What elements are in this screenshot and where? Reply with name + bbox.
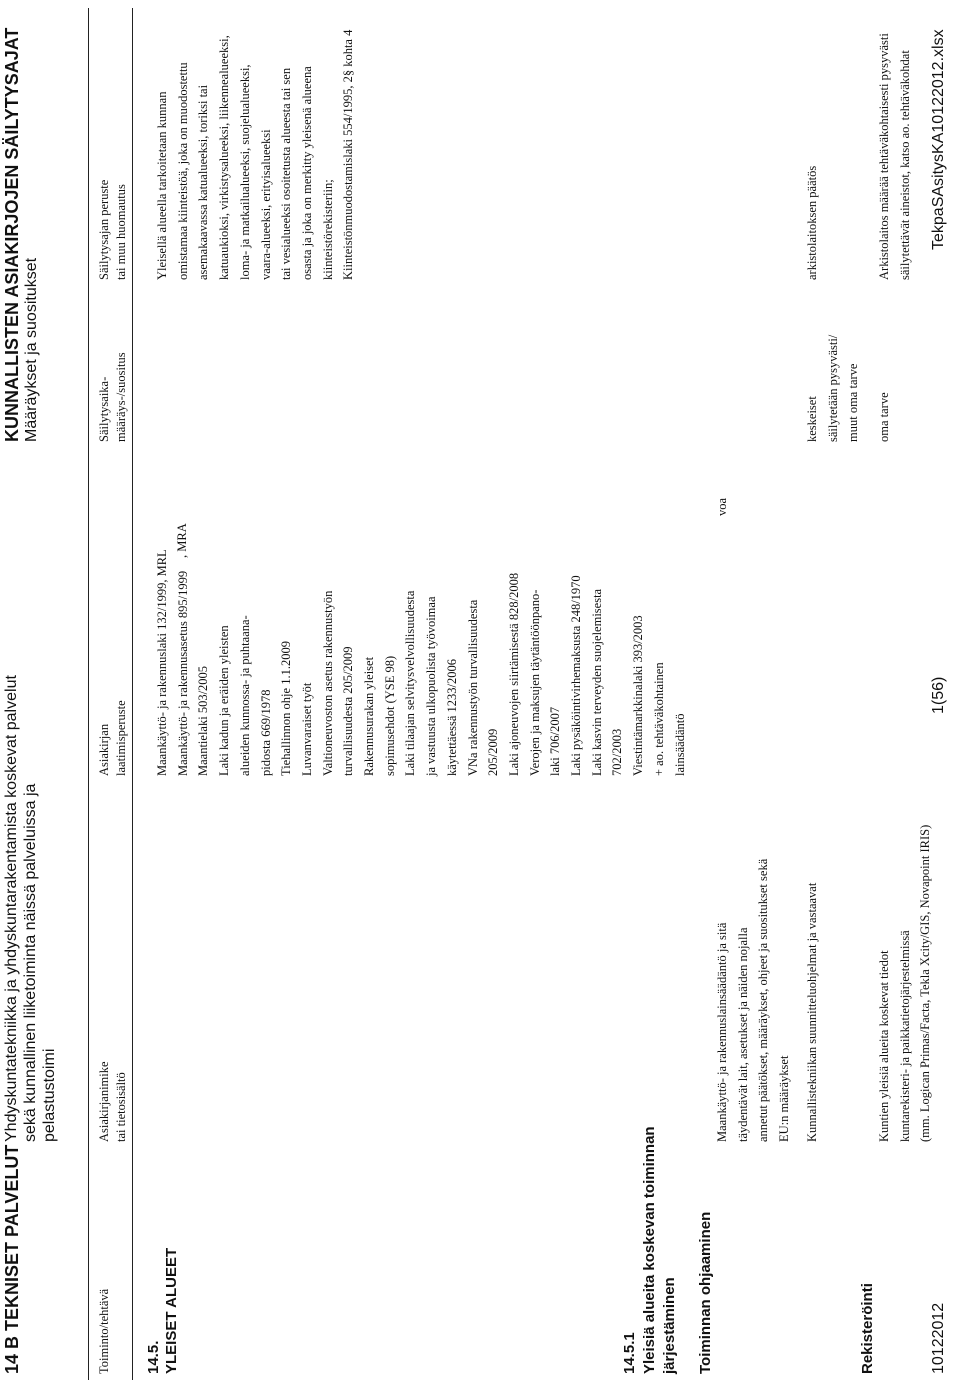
law-item: turvallisuudesta 205/2009 xyxy=(341,646,356,776)
col-header-document: Asiakirjanimike tai tietosisältö xyxy=(97,1061,128,1142)
section-number: 14.5. xyxy=(145,1340,162,1374)
laws-suffix: , MRA xyxy=(175,523,189,558)
law-item: Tiehallinnon ohje 1.1.2009 xyxy=(279,641,294,776)
law-item: 702/2003 xyxy=(610,728,625,776)
law-item: Maantielaki 503/2005 xyxy=(196,665,211,776)
heading-rekisterointi: Rekisteröinti xyxy=(859,1283,876,1374)
law-item: Luvanvaraiset työt xyxy=(299,682,314,776)
law-item: + ao. tehtäväkohtainen xyxy=(651,662,666,776)
footer-page-number: 1(56) xyxy=(930,676,947,714)
public-area-definition: Yleisellä alueella tarkoitetaan kunnan omistamaa kiinteistöä, joka on muodostettu asemakaavassa katualueeksi, toriksi tai katuaukioksi, virkistysalueeksi, liikennealueeksi, loma- ja matkailualueeksi, suojelualueeksi, vaara-alueeksi, erityisalueeksi tai vesialueeksi osoitetusta alueesta tai sen osasta ja joka on merkitty yleisenä alueena kiinteistörekisteriin; Kiinteistönmuodostamislaki 554/1995, 2§ kohta 4 xyxy=(155,29,356,280)
law-item: Maankäyttö- ja rakennuslaki 132/1999, MRL xyxy=(155,549,169,776)
rekisterointi-note: Arkistolaitos määrää tehtäväkohtaisesti pysyvästi säilytettävät aineistot, katso ao. tehtäväkohdat xyxy=(877,33,912,280)
law-item: käytettäessä 1233/2006 xyxy=(444,659,459,776)
doc-right-subtitle: Määräykset ja suositukset xyxy=(23,257,40,442)
law-item: Rakennusurakan yleiset xyxy=(362,656,377,776)
law-item: Laki tilaajan selvitysvelvollisuudesta xyxy=(403,590,418,776)
law-item: 205/2009 xyxy=(486,728,501,776)
law-item: Laki kasvin terveyden suojelemisesta xyxy=(589,588,604,776)
law-item: sopimusehdot (YSE 98) xyxy=(382,655,397,776)
header-top-rule xyxy=(88,8,89,1380)
doc-left-title: 14 B TEKNISET PALVELUT xyxy=(2,1144,22,1374)
law-item: ja vastuusta ulkopuolista työvoimaa xyxy=(424,596,439,776)
law-item: Viestintämarkkinalaki 393/2003 xyxy=(631,615,646,776)
law-item: laki 706/2007 xyxy=(548,706,563,776)
ohjaaminen-retention: voa xyxy=(715,497,729,516)
suunnittelu-retention: keskeiset säilytetään pysyvästi/ muut oma tarve xyxy=(805,334,861,442)
col-header-retention: Säilytysaika- määräys-/suositus xyxy=(97,352,128,442)
footer-filename: TekpaSAsitysKA10122012.xlsx xyxy=(930,29,947,250)
col-header-task: Toiminto/tehtävä xyxy=(97,1288,111,1374)
heading-ohjaaminen: Toiminnan ohjaaminen xyxy=(697,1211,714,1374)
law-item: pidosta 669/1978 xyxy=(258,689,273,776)
rekisterointi-retention: oma tarve xyxy=(877,392,891,442)
ohjaaminen-document: Maankäyttö- ja rakennuslainsäädäntö ja sitä täydentävät lait, asetukset ja näiden nojalla annetut päätökset, määräykset, ohjeet ja suositukset sekä EU:n määräykset xyxy=(715,858,792,1142)
doc-right-title: KUNNALLISTEN ASIAKIRJOJEN SÄILYTYSAJAT xyxy=(2,27,22,442)
suunnittelu-note: arkistolaitoksen päätös xyxy=(805,165,819,280)
footer-date: 10122012 xyxy=(930,1302,947,1374)
suunnittelu-document: Kunnallistekniikan suunnitteluohjelmat ja vastaavat xyxy=(805,882,819,1142)
subsection-number: 14.5.1 xyxy=(621,1332,638,1374)
law-item: Laki ajoneuvojen siirtämisestä 828/2008 xyxy=(506,572,521,776)
header-bottom-rule xyxy=(132,8,133,1380)
subsection-title: Yleisiä alueita koskevan toiminnan järjestäminen xyxy=(641,1126,678,1374)
law-item: lainsäädäntö xyxy=(672,713,687,776)
law-item: Laki kadun ja eräiden yleisten xyxy=(217,625,232,776)
section-title: YLEISET ALUEET xyxy=(163,1247,180,1374)
rekisterointi-document: Kuntien yleisiä alueita koskevat tiedot kuntarekisteri- ja paikkatietojärjestelmissä (mm. Logican Primas/Facta, Tekla Xcity/GIS, Novapoint IRIS) xyxy=(877,824,933,1142)
law-item: Laki pysäköintivirhemaksusta 248/1970 xyxy=(569,575,584,776)
laws-list xyxy=(152,549,690,776)
law-item: Valtioneuvoston asetus rakennustyön xyxy=(320,590,335,776)
law-item: VNa rakennustyön turvallisuudesta xyxy=(465,599,480,776)
col-header-note: Säilytysajan peruste tai muu huomautus xyxy=(97,179,128,280)
law-item: Maankäyttö- ja rakennusasetus 895/1999 xyxy=(175,570,190,776)
law-item: alueiden kunnossa- ja puhtaana- xyxy=(237,615,252,776)
law-item: Verojen ja maksujen täytäntöönpano- xyxy=(527,589,542,776)
doc-mid-title: Yhdyskuntatekniikka ja yhdyskuntarakentamista koskevat palvelut sekä kunnallinen liiketoiminta näissä palveluissa ja pelastustoimi xyxy=(3,675,58,1142)
col-header-basis: Asiakirjan laatimisperuste xyxy=(97,700,128,776)
